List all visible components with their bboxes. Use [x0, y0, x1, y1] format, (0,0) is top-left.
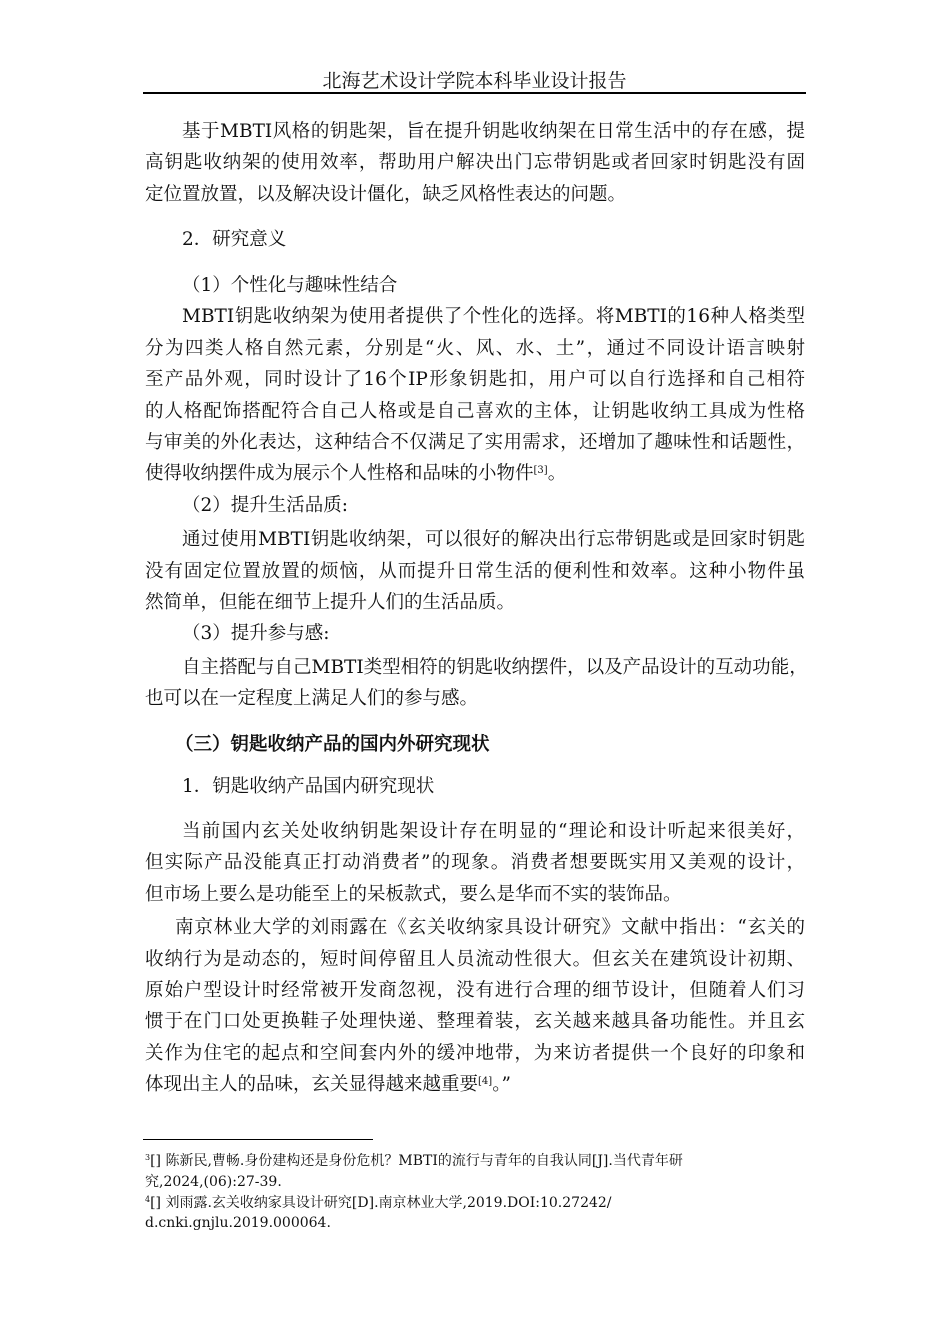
- text-line: 至产品外观，同时设计了16个IP形象钥匙扣，用户可以自行选择和自己相符: [145, 369, 805, 391]
- text-line: 高钥匙收纳架的使用效率，帮助用户解决出门忘带钥匙或者回家时钥匙没有固: [145, 152, 805, 174]
- heading-text: （三）钥匙收纳产品的国内外研究现状: [175, 734, 490, 755]
- text-line: 的人格配饰搭配符合自己人格或是自己喜欢的主体，让钥匙收纳工具成为性格: [145, 400, 805, 422]
- subheading: （3）提升参与感:: [182, 623, 330, 645]
- subsection-heading: [145, 771, 805, 802]
- text-line: 通过使用MBTI钥匙收纳架，可以很好的解决出行忘带钥匙或是回家时钥匙: [182, 529, 805, 551]
- footnote-3: [145, 1151, 805, 1172]
- text-span: 。”: [492, 1074, 511, 1096]
- footnote-text: d.cnki.gnjlu.2019.000064.: [145, 1215, 331, 1232]
- paragraph-purpose: [145, 116, 805, 210]
- citation-ref[interactable]: [3]: [533, 465, 548, 477]
- text-line: 但市场上要么是功能至上的呆板款式，要么是华而不实的装饰品。: [145, 883, 682, 905]
- subheading: （1）个性化与趣味性结合: [182, 275, 398, 296]
- text-line: 但实际产品没能真正打动消费者”的现象。消费者想要既实用又美观的设计，: [145, 852, 805, 874]
- text-line: 当前国内玄关处收纳钥匙架设计存在明显的“理论和设计听起来很美好，: [182, 821, 805, 842]
- footnote-text: [] 刘雨露.玄关收纳家具设计研究[D].南京林业大学,2019.DOI:10.27242/: [150, 1194, 612, 1211]
- text-line: 南京林业大学的刘雨露在《玄关收纳家具设计研究》文献中指出：“玄关的: [175, 917, 805, 939]
- text-line: 基于MBTI风格的钥匙架，旨在提升钥匙收纳架在日常生活中的存在感，提: [182, 121, 805, 142]
- text-line: 惯于在门口处更换鞋子处理快递、整理着装，玄关越来越具备功能性。并且玄: [145, 1011, 805, 1033]
- text-line: 也可以在一定程度上满足人们的参与感。: [145, 688, 479, 710]
- page-header: 北海艺术设计学院本科毕业设计报告: [322, 70, 627, 92]
- footnote-4: [145, 1193, 805, 1214]
- citation-ref[interactable]: [4]: [478, 1076, 493, 1088]
- text-line: 没有固定位置放置的烦恼，从而提升日常生活的便利性和效率。这种小物件虽: [145, 560, 805, 582]
- heading-text: 2．研究意义: [182, 229, 287, 250]
- footnote-text: 究,2024,(06):27-39.: [145, 1173, 282, 1190]
- text-line: 关作为住宅的起点和空间套内外的缓冲地带，为来访者提供一个良好的印象和: [145, 1042, 805, 1064]
- text-span: 体现出主人的品味，玄关显得越来越重要: [145, 1074, 479, 1096]
- section-heading: [145, 729, 805, 760]
- text-line: MBTI钥匙收纳架为使用者提供了个性化的选择。将MBTI的16种人格类型: [182, 306, 805, 328]
- text-span: 使得收纳摆件成为展示个人性格和品味的小物件: [145, 463, 534, 485]
- heading-text: 1．钥匙收纳产品国内研究现状: [182, 776, 435, 797]
- footnote-mark: 3: [145, 1153, 151, 1162]
- text-line: 分为四类人格自然元素，分别是“火、风、水、土”，通过不同设计语言映射: [145, 337, 805, 359]
- text-line: [145, 458, 805, 489]
- text-line: 定位置放置，以及解决设计僵化，缺乏风格性表达的问题。: [145, 183, 627, 205]
- text-line: 原始户型设计时经常被开发商忽视，没有进行合理的细节设计，但随着人们习: [145, 980, 805, 1002]
- header-rule: [143, 92, 806, 94]
- text-line: 自主搭配与自己MBTI类型相符的钥匙收纳摆件，以及产品设计的互动功能，: [182, 656, 808, 678]
- footnotes: [145, 1151, 805, 1234]
- footnote-text: [] 陈新民,曹畅.身份建构还是身份危机？MBTI的流行与青年的自我认同[J].当代青年研: [150, 1153, 683, 1169]
- text-line: 收纳行为是动态的，短时间停留且人员流动性很大。但玄关在建筑设计初期、: [145, 948, 805, 970]
- text-line: 然简单，但能在细节上提升人们的生活品质。: [145, 592, 516, 614]
- heading-significance: [145, 224, 805, 255]
- subheading: （2）提升生活品质:: [182, 494, 349, 516]
- text-line: [145, 1069, 805, 1100]
- text-span: 。: [547, 463, 567, 485]
- paragraph-personalization: [145, 270, 808, 715]
- footnote-rule: [143, 1139, 373, 1140]
- paragraph-domestic: [145, 816, 805, 1101]
- text-line: 与审美的外化表达，这种结合不仅满足了实用需求，还增加了趣味性和话题性，: [145, 432, 805, 454]
- footnote-mark: 4: [145, 1194, 151, 1204]
